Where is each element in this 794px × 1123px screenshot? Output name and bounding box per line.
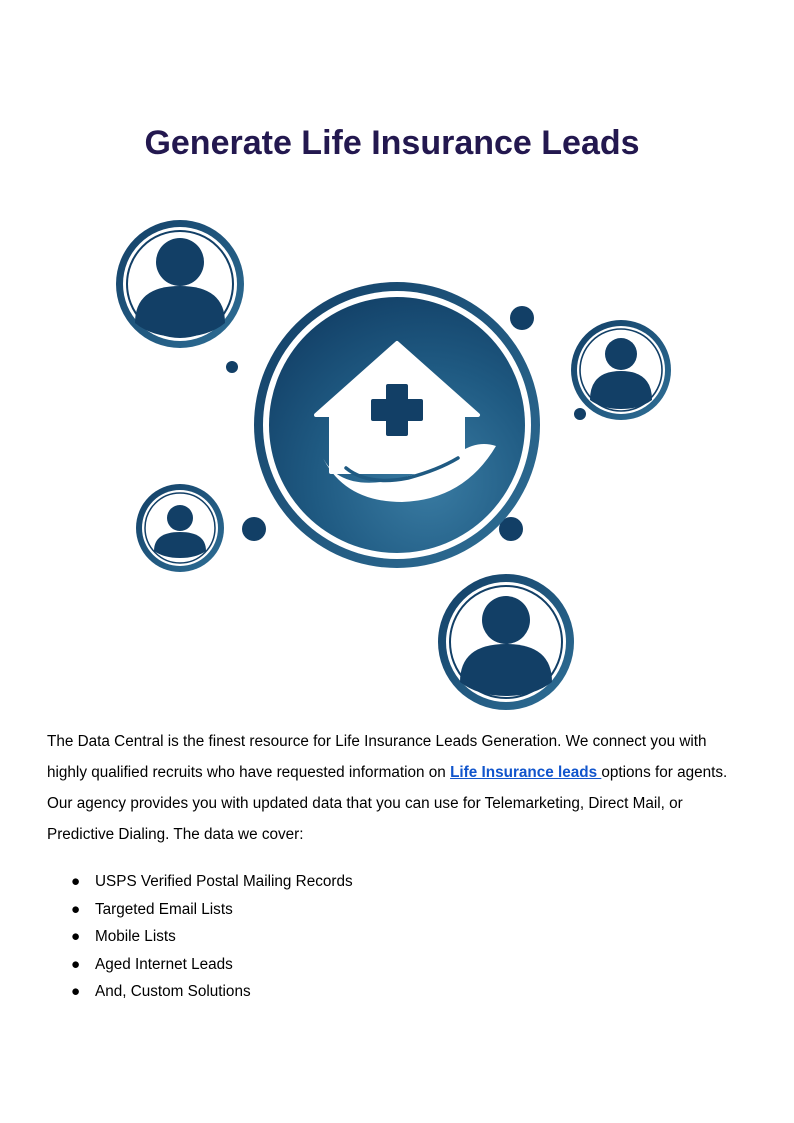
decorative-dot: [574, 408, 586, 420]
list-item: [47, 898, 353, 926]
list-item-label: Mobile Lists: [95, 928, 176, 945]
bullet-icon: ●: [71, 928, 81, 945]
decorative-dot: [510, 306, 534, 330]
list-item: [47, 925, 353, 953]
bullet-icon: ●: [71, 873, 81, 890]
bullet-icon: ●: [71, 900, 81, 918]
list-item-label: And, Custom Solutions: [95, 983, 251, 1000]
list-item: [47, 953, 353, 981]
list-item-label: Targeted Email Lists: [95, 900, 233, 918]
life-insurance-leads-link[interactable]: Life Insurance leads: [450, 764, 602, 781]
list-item-label: USPS Verified Postal Mailing Records: [95, 873, 353, 890]
person-avatar-icon: [116, 220, 244, 348]
house-medical-cross-leaf-icon: [254, 282, 540, 568]
person-avatar-icon: [438, 574, 574, 710]
coverage-list: [47, 870, 353, 1008]
list-item: [47, 980, 353, 1008]
list-item: [47, 870, 353, 898]
intro-text-after-link: options for agents. Our agency provides you with updated data that you can use for Telemarketing, Direct Mail, or Predictive Dialing. The data we cover:: [47, 764, 728, 843]
decorative-dot: [242, 517, 266, 541]
bullet-icon: ●: [71, 955, 81, 973]
person-avatar-icon: [571, 320, 671, 420]
decorative-dot: [226, 361, 238, 373]
intro-text-before-link: The Data Central is the finest resource for Life Insurance Leads Generation. We connect you with highly qualified recruits who have requested information on: [47, 733, 707, 781]
list-item-label: Aged Internet Leads: [95, 955, 233, 973]
intro-paragraph: [47, 726, 747, 850]
page-title: Generate Life Insurance Leads: [144, 124, 640, 162]
bullet-icon: ●: [71, 983, 81, 1000]
person-avatar-icon: [136, 484, 224, 572]
hero-illustration: [108, 210, 688, 710]
